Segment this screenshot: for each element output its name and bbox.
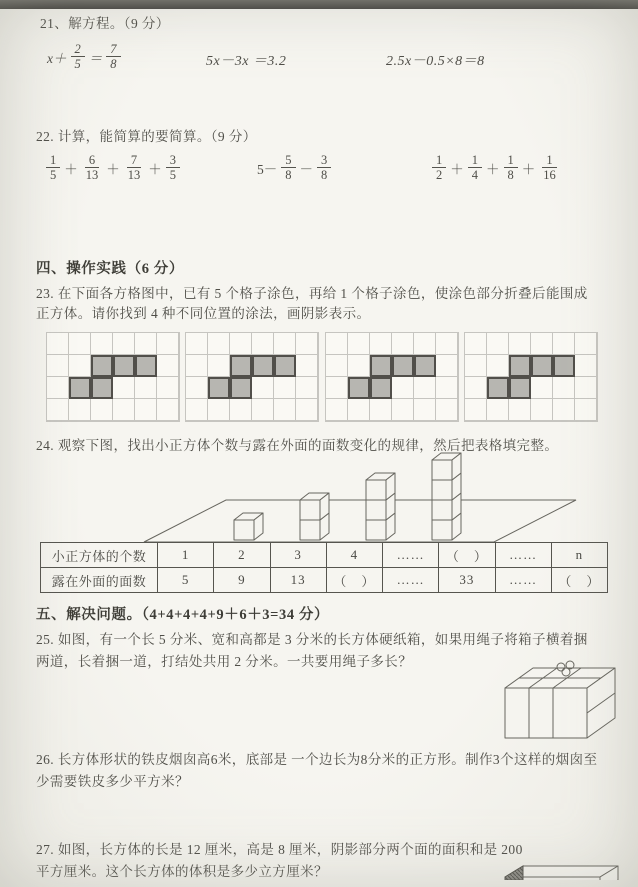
fraction-numerator: 2 [71,42,85,57]
table-cell: …… [383,568,439,593]
fraction [166,153,180,183]
shaded-grid-cell [370,377,392,399]
grid-cell [414,377,436,399]
shaded-grid-cell [230,377,252,399]
fraction-denominator: 5 [169,168,176,183]
table-cell: 13 [270,568,326,593]
table-cell: …… [495,568,551,593]
grid-cell [113,333,135,355]
fraction-denominator: 4 [471,168,478,183]
grid-cell [465,399,487,421]
grid-cell [348,333,370,355]
grid-cell [186,333,208,355]
fraction-numerator: 1 [468,153,482,168]
q22-expression-2 [256,153,331,183]
expression-text: ＝ [88,50,103,66]
cube-face [234,520,254,540]
shaded-grid-cell [274,355,296,377]
fraction [106,42,120,72]
expression-text: x＋ [47,50,67,66]
table-cell: …… [495,543,551,568]
grid-cell [575,355,597,377]
q25-line1: 25. 如图，有一个长 5 分米、宽和高都是 3 分米的长方体硬纸箱，如果用绳子将箱子横着捆 [36,632,588,647]
fraction-numerator: 5 [281,153,295,168]
row-label: 小正方体的个数 [41,543,158,568]
q21-equation-1 [46,42,121,72]
grid-cell [135,399,157,421]
fraction-numerator: 7 [127,153,141,168]
table-cell: （ ） [439,543,495,568]
expression-text: ＋ [450,161,464,177]
expression-text: ＋ [521,161,536,177]
cube-stack-4 [432,453,461,540]
grid-cell [113,399,135,421]
grid-cell [326,333,348,355]
cube-stacks-group [234,453,461,540]
cuboid-shaded-end-face [505,866,523,880]
grid-cell [69,333,91,355]
cube-face [366,500,386,520]
expression-text: ＋ [486,161,500,177]
grid-cell [370,399,392,421]
fraction-denominator: 13 [85,168,99,183]
grid-cell [113,377,135,399]
q26-line1: 26. 长方体形状的铁皮烟囱高6米，底部是 一个边长为8分米的正方形。制作3个这样的烟囱至 [36,752,598,767]
table-cell: 2 [214,543,270,568]
grid-cell [274,377,296,399]
cube-face [366,520,386,540]
unfolded-cube-grid [464,332,598,422]
grid-cell [436,399,458,421]
cube-face [432,460,452,480]
cube-face [432,500,452,520]
fraction-numerator: 1 [432,153,446,168]
cube-face [300,520,320,540]
grid-cell [348,355,370,377]
table-row [41,543,608,568]
shaded-grid-cell [230,355,252,377]
grid-cell [370,333,392,355]
grid-cell [252,377,274,399]
grid-cell [186,355,208,377]
q23-line1: 23. 在下面各方格图中，已有 5 个格子涂色，再给 1 个格子涂色，使涂色部分折叠后能围成 [36,286,588,301]
grid-cell [436,377,458,399]
fraction-denominator: 8 [110,57,117,72]
cube-stack-3 [366,473,395,540]
grid-cell [230,399,252,421]
expression-text: ＋ [106,161,120,177]
q22-header: 22. 计算，能简算的要简算。（9 分） [36,129,257,144]
grid-cell [436,333,458,355]
cube-face [300,500,320,520]
fraction-denominator: 13 [127,168,141,183]
shaded-grid-cell [487,377,509,399]
grid-cell [509,399,531,421]
cube-stack-2 [300,493,329,540]
fraction-numerator: 6 [85,153,99,168]
pattern-table [40,542,608,593]
grid-cell [47,355,69,377]
q22-expression-1 [46,153,180,183]
grid-cell [135,377,157,399]
grid-cell [296,377,318,399]
unfolded-cube-grid [185,332,319,422]
table-cell: 5 [158,568,214,593]
fraction [504,153,518,183]
grid-cell [230,333,252,355]
unfolded-cube-grid [46,332,180,422]
fraction [468,153,482,183]
grid-cell [465,333,487,355]
q27-line1: 27. 如图，长方体的长是 12 厘米，高是 8 厘米，阴影部分两个面的面积和是 200 [36,842,523,857]
grid-cell [157,377,179,399]
grid-cell [414,333,436,355]
shaded-grid-cell [414,355,436,377]
fraction [124,153,145,183]
fraction-numerator: 7 [106,42,120,57]
fraction-numerator: 3 [166,153,180,168]
table-cell: （ ） [326,568,382,593]
unfolded-cube-grid [325,332,459,422]
shaded-grid-cell [113,355,135,377]
q27-line2: 平方厘米。这个长方体的体积是多少立方厘米？ [36,864,328,879]
grid-cell [157,355,179,377]
fraction-numerator: 1 [504,153,518,168]
grid-cell [392,333,414,355]
expression-text: ＋ [64,161,78,177]
fraction-denominator: 5 [74,57,81,72]
grid-cell [186,377,208,399]
grid-cell [531,333,553,355]
rope-tied-box-figure [493,660,625,746]
cube-stacks-figure [130,450,590,544]
shaded-grid-cell [91,377,113,399]
row-label: 露在外面的面数 [41,568,158,593]
cube-face [432,480,452,500]
fraction-numerator: 1 [46,153,60,168]
grid-cell [531,399,553,421]
table-cell: …… [383,543,439,568]
expression-text: 5－ [257,161,278,177]
box-front-face [505,688,587,738]
scan-edge-strip [0,0,638,9]
grid-cell [326,399,348,421]
grid-cell [186,399,208,421]
grid-cell [575,333,597,355]
expression-text: ＋ [148,161,162,177]
fraction-denominator: 8 [285,168,292,183]
q22-expression-3 [432,153,560,183]
grid-cell [252,333,274,355]
shaded-grid-cell [348,377,370,399]
fraction [71,42,85,72]
grid-cell [553,399,575,421]
grid-cell [296,399,318,421]
shaded-grid-cell [69,377,91,399]
grid-cell [465,377,487,399]
grid-cell [326,355,348,377]
fraction-denominator: 2 [436,168,443,183]
grid-cell [252,399,274,421]
grid-cell [47,377,69,399]
fraction-numerator: 1 [542,153,556,168]
grid-cell [326,377,348,399]
fraction-numerator: 3 [317,153,331,168]
fraction-denominator: 16 [543,168,556,183]
grid-cell [575,377,597,399]
grid-cell [553,377,575,399]
fraction [46,153,60,183]
grid-cell [531,377,553,399]
shaded-cuboid-figure [488,856,632,880]
grid-cell [274,333,296,355]
grid-cell [157,399,179,421]
fraction [281,153,295,183]
grid-cell [47,333,69,355]
q26-line2: 少需要铁皮多少平方米？ [36,774,189,789]
grid-cell [69,399,91,421]
q21-header: 21、解方程。（9 分） [40,16,170,31]
table-row [41,568,608,593]
shaded-grid-cell [531,355,553,377]
q23-line2: 正方体。请你找到 4 种不同位置的涂法，画阴影表示。 [36,306,371,321]
grid-cell [208,355,230,377]
grid-cell [47,399,69,421]
fraction [432,153,446,183]
table-cell: n [551,543,607,568]
grid-cell [575,399,597,421]
platform-parallelogram [144,500,576,542]
grid-cell [509,333,531,355]
fraction [82,153,103,183]
fraction-denominator: 8 [507,168,514,183]
table-cell: 3 [270,543,326,568]
grid-cell [296,333,318,355]
q21-equation-3: 2.5x－0.5×8＝8 [386,54,485,69]
grid-cell [487,355,509,377]
fraction-denominator: 5 [50,168,57,183]
grid-cell [348,399,370,421]
shaded-grid-cell [370,355,392,377]
table-cell: 1 [158,543,214,568]
grid-cell [553,333,575,355]
table-cell: （ ） [551,568,607,593]
fraction-denominator: 8 [321,168,328,183]
section5-title: 五、解决问题。（4+4+4+4+9＋6＋3=34 分） [36,607,330,623]
q21-equation-2: 5x－3x ＝3.2 [206,54,287,69]
grid-cell [208,399,230,421]
cube-stack-1 [234,513,263,540]
fraction [539,153,560,183]
fraction [317,153,331,183]
shaded-grid-cell [135,355,157,377]
grid-cell [414,399,436,421]
table-cell: 9 [214,568,270,593]
grid-cell [392,399,414,421]
q24-text: 24. 观察下图，找出小正方体个数与露在外面的面数变化的规律，然后把表格填完整。 [36,438,559,453]
grid-cell [91,399,113,421]
grid-cell [135,333,157,355]
grid-cell [157,333,179,355]
expression-text: － [299,161,313,177]
grid-cell [392,377,414,399]
grid-cell [487,333,509,355]
q25-line2: 两道，长着捆一道，打结处共用 2 分米。一共要用绳子多长？ [36,654,413,669]
shaded-grid-cell [252,355,274,377]
shaded-grid-cell [509,355,531,377]
cube-face [432,520,452,540]
grid-cell [465,355,487,377]
q24-fill-table [40,542,608,593]
grid-cell [487,399,509,421]
shaded-grid-cell [392,355,414,377]
grid-cell [69,355,91,377]
grid-cell [296,355,318,377]
shaded-grid-cell [208,377,230,399]
table-cell: 4 [326,543,382,568]
grid-cell [436,355,458,377]
shaded-grid-cell [91,355,113,377]
section4-title: 四、操作实践（6 分） [36,261,184,277]
grid-cell [274,399,296,421]
shaded-grid-cell [553,355,575,377]
cube-face [366,480,386,500]
grid-cell [91,333,113,355]
grid-cell [208,333,230,355]
q23-grid-figures [46,332,598,422]
shaded-grid-cell [509,377,531,399]
table-cell: 33 [439,568,495,593]
